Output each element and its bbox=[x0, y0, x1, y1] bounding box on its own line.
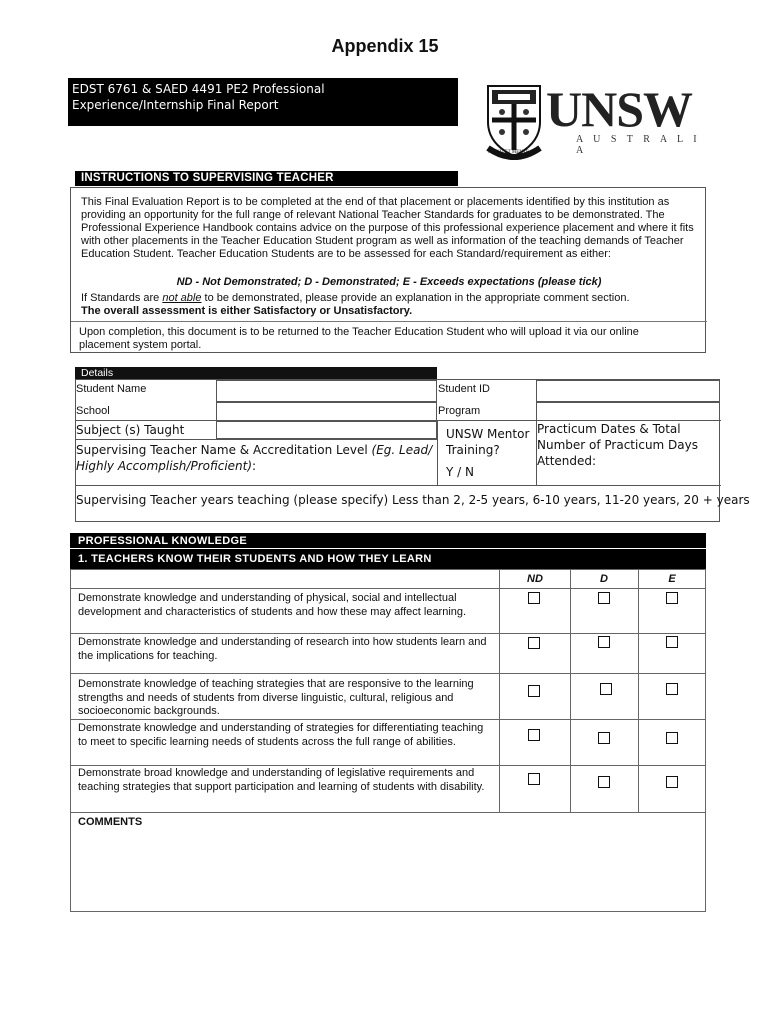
checkbox-1-3-d[interactable] bbox=[600, 683, 612, 695]
mentor-training-line-2: Training? bbox=[446, 443, 500, 457]
subject-field[interactable] bbox=[216, 421, 437, 439]
details-heading: Details bbox=[75, 367, 437, 379]
not-able-note-pre: If Standards are bbox=[81, 292, 163, 304]
checkbox-1-1-d[interactable] bbox=[598, 592, 610, 604]
checkbox-1-5-d[interactable] bbox=[598, 776, 610, 788]
unsw-australia: A U S T R A L I A bbox=[576, 134, 701, 156]
student-name-field[interactable] bbox=[216, 380, 437, 402]
program-label: Program bbox=[438, 405, 481, 417]
checkbox-1-2-e[interactable] bbox=[666, 636, 678, 648]
divider bbox=[70, 765, 706, 766]
column-e: E bbox=[668, 573, 676, 585]
divider bbox=[76, 439, 438, 440]
student-name-label: Student Name bbox=[76, 383, 147, 395]
checkbox-1-3-e[interactable] bbox=[666, 683, 678, 695]
school-label: School bbox=[76, 405, 110, 417]
comments-label: COMMENTS bbox=[78, 816, 143, 828]
divider bbox=[70, 719, 706, 720]
practicum-dates-label: Practicum Dates & Total Number of Practicum Days Attended: bbox=[537, 422, 699, 468]
details-table bbox=[75, 379, 750, 522]
criterion-1-1: Demonstrate knowledge and understanding of physical, social and intellectual development and characteristics of students and how these may affect learning. bbox=[78, 592, 467, 618]
student-id-field[interactable] bbox=[536, 380, 720, 402]
not-able-note bbox=[81, 292, 701, 305]
checkbox-1-5-nd[interactable] bbox=[528, 773, 540, 785]
criterion-1-2: Demonstrate knowledge and understanding of research into how students learn and the implications for teaching. bbox=[78, 636, 487, 662]
standard-1-title: 1. TEACHERS KNOW THEIR STUDENTS AND HOW THEY LEARN bbox=[78, 553, 432, 565]
checkbox-1-3-nd[interactable] bbox=[528, 685, 540, 697]
unsw-motto: MANU ET MENTE bbox=[488, 150, 530, 155]
assessment-legend: ND - Not Demonstrated; D - Demonstrated; E - Exceeds expectations (please tick) bbox=[176, 276, 602, 288]
divider bbox=[71, 321, 707, 322]
course-title-box bbox=[68, 78, 458, 126]
unsw-wordmark: UNSW bbox=[546, 81, 693, 137]
years-teaching-label: Supervising Teacher years teaching (please specify) Less than 2, 2-5 years, 6-10 years, 11-20 years, 20 + years bbox=[76, 493, 750, 507]
checkbox-1-4-e[interactable] bbox=[666, 732, 678, 744]
mentor-training-line-1: UNSW Mentor bbox=[446, 427, 530, 441]
divider bbox=[70, 633, 706, 634]
column-d: D bbox=[600, 573, 608, 585]
professional-knowledge-title: PROFESSIONAL KNOWLEDGE bbox=[78, 535, 247, 547]
school-field[interactable] bbox=[216, 402, 437, 421]
course-title-line-2: Experience/Internship Final Report bbox=[72, 98, 279, 112]
supervising-label-text: Supervising Teacher Name & Accreditation Level bbox=[76, 443, 372, 457]
instructions-paragraph: This Final Evaluation Report is to be completed at the end of that placement or placements identified by this institution as providing an opportunity for the full range of relevant National Teacher Standards for graduates to be demonstrated. The Professional Experience Handbook contains advice on the purpose of this professional experience placement and where it fits with other placements in the Teacher Education Student program as well as information of the teaching demands of Teacher Education Student. Teacher Education Students are to be assessed for each Standard/requirement as either: bbox=[81, 196, 694, 260]
divider bbox=[638, 569, 639, 812]
program-field[interactable] bbox=[536, 402, 720, 421]
divider bbox=[76, 485, 721, 486]
overall-assessment: The overall assessment is either Satisfactory or Unsatisfactory. bbox=[81, 305, 413, 317]
subject-label: Subject (s) Taught bbox=[76, 423, 185, 437]
course-title-line-1: EDST 6761 & SAED 4491 PE2 Professional bbox=[72, 82, 325, 96]
supervising-label-colon: : bbox=[252, 459, 257, 473]
student-id-label: Student ID bbox=[438, 383, 490, 395]
criterion-1-4: Demonstrate knowledge and understanding of strategies for differentiating teaching to meet to specific learning needs of students across the full range of abilities. bbox=[78, 722, 484, 748]
instructions-box bbox=[70, 187, 706, 353]
professional-knowledge-header bbox=[70, 533, 706, 569]
not-able-emphasis: not able bbox=[162, 292, 202, 304]
checkbox-1-4-d[interactable] bbox=[598, 732, 610, 744]
divider bbox=[437, 421, 438, 485]
checkbox-1-5-e[interactable] bbox=[666, 776, 678, 788]
unsw-logo bbox=[484, 82, 710, 162]
supervising-label-example: (Eg. Lead/ Highly Accomplish/Proficient) bbox=[76, 443, 433, 473]
page-title: Appendix 15 bbox=[331, 36, 439, 56]
divider bbox=[570, 569, 571, 812]
criterion-1-3: Demonstrate knowledge of teaching strategies that are responsive to the learning strengths and needs of students from diverse linguistic, cultural, religious and socioeconomic backgrounds. bbox=[78, 678, 474, 717]
criterion-1-5: Demonstrate broad knowledge and understanding of legislative requirements and teaching strategies that support participation and learning of students with disability. bbox=[78, 767, 485, 793]
checkbox-1-1-nd[interactable] bbox=[528, 592, 540, 604]
not-able-note-post: to be demonstrated, please provide an explanation in the appropriate comment section. bbox=[201, 292, 630, 304]
comments-field[interactable] bbox=[76, 832, 700, 908]
divider bbox=[70, 588, 706, 589]
supervising-teacher-label bbox=[76, 442, 436, 474]
column-nd: ND bbox=[527, 573, 543, 585]
checkbox-1-2-d[interactable] bbox=[598, 636, 610, 648]
divider bbox=[70, 812, 706, 813]
divider bbox=[70, 673, 706, 674]
divider bbox=[499, 569, 500, 812]
checkbox-1-1-e[interactable] bbox=[666, 592, 678, 604]
divider bbox=[70, 548, 706, 549]
instructions-heading: INSTRUCTIONS TO SUPERVISING TEACHER bbox=[75, 171, 458, 186]
checkbox-1-4-nd[interactable] bbox=[528, 729, 540, 741]
upon-completion-text: Upon completion, this document is to be returned to the Teacher Education Student who will upload it via our online placement system portal. bbox=[79, 326, 639, 351]
checkbox-1-2-nd[interactable] bbox=[528, 637, 540, 649]
mentor-training-yn[interactable]: Y / N bbox=[446, 465, 474, 479]
